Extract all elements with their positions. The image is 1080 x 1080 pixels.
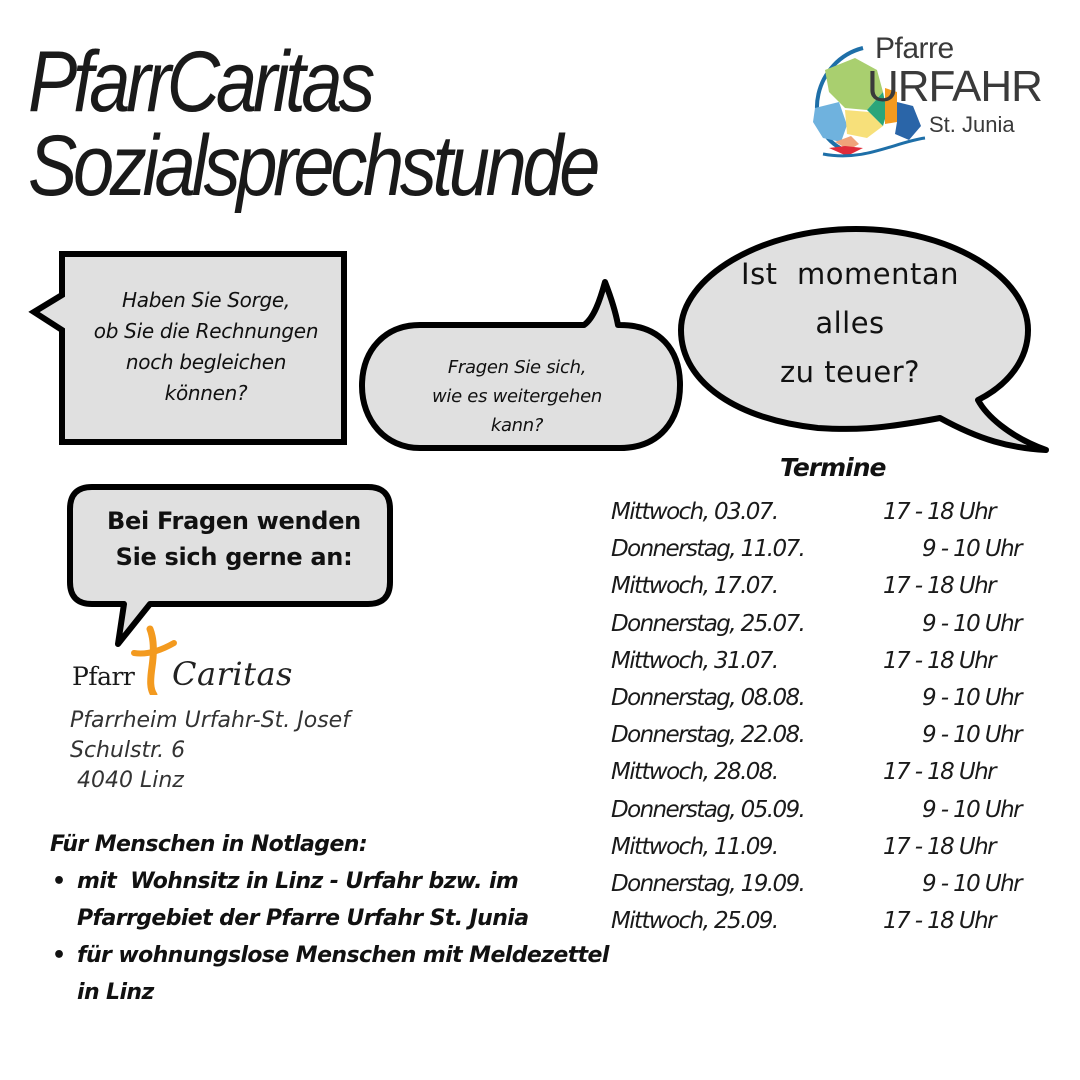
termin-time: 17 - 18 Uhr — [882, 499, 995, 525]
termin-time: 9 - 10 Uhr — [921, 536, 1021, 563]
termin-row — [611, 754, 1031, 791]
bubble-text-line: Bei Fragen wenden — [107, 507, 361, 535]
termin-day: Mittwoch, 17.07. — [611, 573, 778, 600]
termin-day: Mittwoch, 28.08. — [611, 759, 778, 786]
termin-time: 17 - 18 Uhr — [882, 833, 995, 860]
title-line-1: PfarrCaritas — [28, 34, 371, 130]
termin-row — [611, 606, 1031, 643]
termin-day: Mittwoch, 03.07. — [611, 499, 778, 525]
termin-time: 9 - 10 Uhr — [921, 870, 1021, 897]
bubble-text-line: Sie sich gerne an: — [115, 543, 353, 571]
termin-row — [611, 829, 1031, 866]
termin-time: 9 - 10 Uhr — [921, 684, 1021, 711]
termin-row — [611, 680, 1031, 717]
termin-day: Donnerstag, 11.07. — [611, 536, 805, 563]
termin-day: Donnerstag, 22.08. — [611, 722, 805, 749]
bubble-text-line: alles — [815, 306, 885, 340]
logo-line-pfarre: Pfarre — [875, 32, 954, 65]
pfarrcaritas-logo-pfarr: Pfarr — [72, 662, 135, 691]
termine-list — [611, 494, 1031, 940]
bubble-text-line: Fragen Sie sich, — [447, 357, 587, 378]
termin-row — [611, 866, 1031, 903]
termine-heading: Termine — [780, 453, 886, 482]
termin-day: Mittwoch, 11.09. — [611, 833, 778, 860]
bubble-text-line: Ist momentan — [741, 257, 959, 291]
bubble-text-line: noch begleichen — [125, 350, 287, 374]
eligibility-item: • mit Wohnsitz in Linz - Urfahr bzw. im Pfarrgebiet der Pfarre Urfahr St. Junia — [50, 863, 610, 937]
termin-row — [611, 531, 1031, 568]
termin-time: 17 - 18 Uhr — [882, 573, 995, 600]
termin-row — [611, 494, 1031, 531]
eligibility-section — [50, 826, 610, 1011]
termin-day: Donnerstag, 25.07. — [611, 610, 805, 637]
termin-time: 17 - 18 Uhr — [882, 647, 995, 674]
termin-day: Mittwoch, 25.09. — [611, 908, 778, 935]
bubble-text-line: können? — [164, 381, 248, 405]
pfarrcaritas-logo-caritas: Caritas — [172, 655, 293, 693]
address-line: 4040 Linz — [70, 768, 184, 793]
bubble-kontakt — [74, 503, 394, 575]
termin-time: 17 - 18 Uhr — [882, 759, 995, 786]
eligibility-item: • für wohnungslose Menschen mit Meldezettel in Linz — [50, 937, 610, 1011]
bubble-teuer — [690, 250, 1010, 397]
eligibility-list — [50, 863, 610, 1011]
logo-line-urfahr: URFAHR — [867, 62, 1042, 111]
logo-line-junia: St. Junia — [929, 112, 1015, 137]
termin-day: Mittwoch, 31.07. — [611, 647, 778, 674]
termin-day: Donnerstag, 19.09. — [611, 870, 805, 897]
termin-day: Donnerstag, 08.08. — [611, 684, 805, 711]
termin-time: 9 - 10 Uhr — [921, 610, 1021, 637]
address-line: Schulstr. 6 — [70, 738, 186, 763]
bubble-text-line: zu teuer? — [779, 355, 921, 389]
bubble-text-line: ob Sie die Rechnungen — [93, 319, 319, 343]
termin-row — [611, 903, 1031, 940]
bubble-text-line: kann? — [490, 415, 544, 436]
termin-row — [611, 792, 1031, 829]
termin-row — [611, 717, 1031, 754]
termin-time: 9 - 10 Uhr — [921, 722, 1021, 749]
bubble-rechnungen — [66, 285, 346, 409]
termin-row — [611, 568, 1031, 605]
address — [70, 706, 350, 796]
title-line-2: Sozialsprechstunde — [28, 118, 597, 214]
address-line: Pfarrheim Urfahr-St. Josef — [70, 708, 350, 733]
bubble-weitergehen — [372, 353, 662, 440]
bubble-text-line: Haben Sie Sorge, — [122, 288, 290, 312]
termin-row — [611, 643, 1031, 680]
termin-time: 17 - 18 Uhr — [882, 908, 995, 935]
bubble-text-line: wie es weitergehen — [431, 386, 602, 407]
termin-time: 9 - 10 Uhr — [921, 796, 1021, 823]
termin-day: Donnerstag, 05.09. — [611, 796, 805, 823]
pfarrcaritas-logo — [70, 625, 310, 695]
eligibility-heading: Für Menschen in Notlagen: — [50, 832, 368, 857]
